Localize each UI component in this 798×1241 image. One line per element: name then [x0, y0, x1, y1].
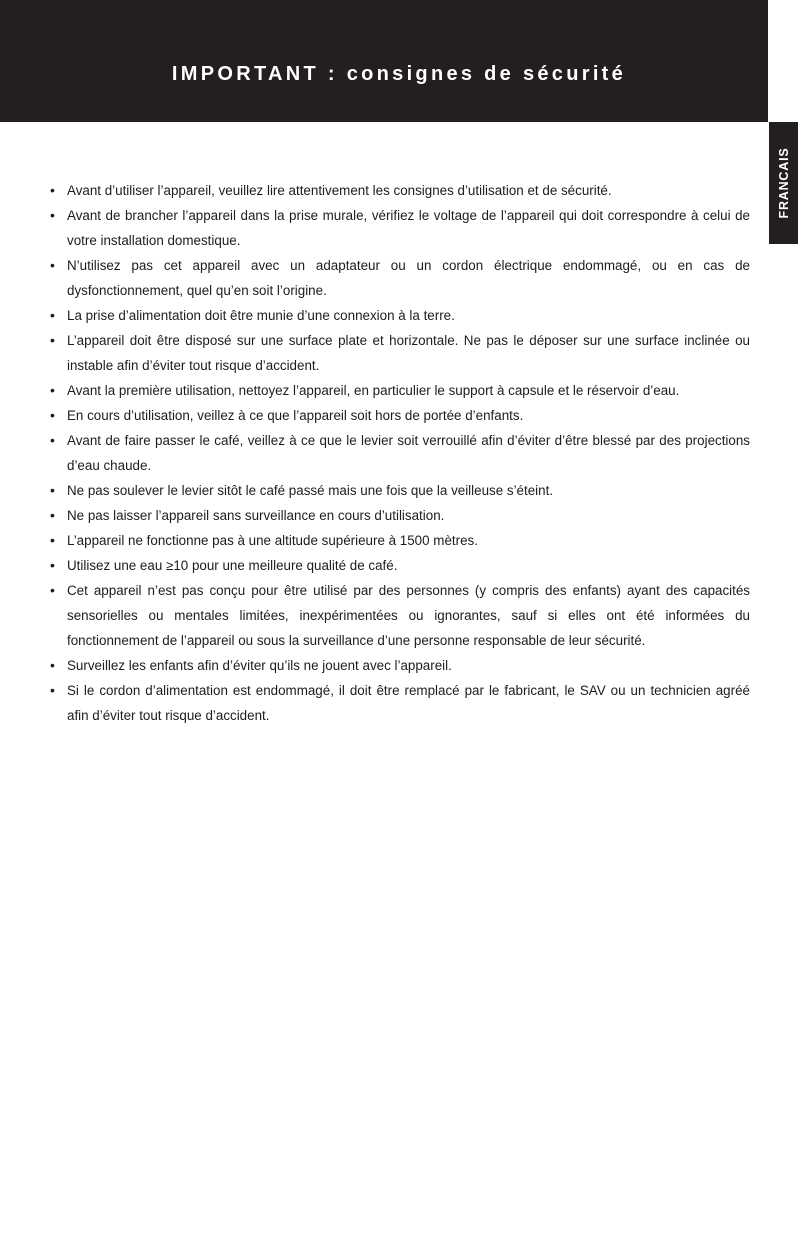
bullet-icon: • — [50, 207, 55, 223]
list-item — [48, 328, 750, 378]
bullet-icon: • — [50, 557, 55, 573]
list-item — [48, 178, 750, 203]
list-item-text: Avant de brancher l’appareil dans la prise murale, vérifiez le voltage de l’appareil qui doit correspondre à celui de votre installation domestique. — [67, 208, 750, 248]
bullet-icon: • — [50, 332, 55, 348]
list-item — [48, 478, 750, 503]
list-item — [48, 253, 750, 303]
list-item-text: Avant la première utilisation, nettoyez l’appareil, en particulier le support à capsule et le réservoir d’eau. — [67, 383, 680, 398]
list-item — [48, 378, 750, 403]
safety-instructions-list — [48, 178, 750, 728]
bullet-icon: • — [50, 382, 55, 398]
list-item — [48, 578, 750, 653]
language-tab-label: FRANCAIS — [776, 147, 791, 219]
bullet-icon: • — [50, 257, 55, 273]
list-item — [48, 503, 750, 528]
bullet-icon: • — [50, 307, 55, 323]
list-item — [48, 403, 750, 428]
list-item-text: L’appareil doit être disposé sur une surface plate et horizontale. Ne pas le déposer sur une surface inclinée ou instable afin d’éviter tout risque d’accident. — [67, 333, 750, 373]
bullet-icon: • — [50, 482, 55, 498]
list-item — [48, 553, 750, 578]
list-item — [48, 528, 750, 553]
bullet-icon: • — [50, 407, 55, 423]
bullet-icon: • — [50, 532, 55, 548]
bullet-icon: • — [50, 657, 55, 673]
list-item-text: La prise d’alimentation doit être munie d’une connexion à la terre. — [67, 308, 455, 323]
list-item — [48, 203, 750, 253]
list-item-text: Ne pas soulever le levier sitôt le café passé mais une fois que la veilleuse s’éteint. — [67, 483, 554, 498]
language-tab — [769, 122, 798, 244]
list-item-text: N’utilisez pas cet appareil avec un adaptateur ou un cordon électrique endommagé, ou en cas de dysfonctionnement, quel qu’en soit l’origine. — [67, 258, 750, 298]
list-item-text: En cours d’utilisation, veillez à ce que l’appareil soit hors de portée d’enfants. — [67, 408, 524, 423]
bullet-icon: • — [50, 182, 55, 198]
bullet-icon: • — [50, 507, 55, 523]
list-item-text: Ne pas laisser l’appareil sans surveillance en cours d’utilisation. — [67, 508, 445, 523]
list-item — [48, 653, 750, 678]
list-item-text: Surveillez les enfants afin d’éviter qu’ils ne jouent avec l’appareil. — [67, 658, 452, 673]
bullet-icon: • — [50, 432, 55, 448]
bullet-icon: • — [50, 582, 55, 598]
list-item-text: Si le cordon d’alimentation est endommagé, il doit être remplacé par le fabricant, le SAV ou un technicien agréé afin d’éviter tout risque d’accident. — [67, 683, 750, 723]
list-item-text: Utilisez une eau ≥10 pour une meilleure qualité de café. — [67, 558, 398, 573]
list-item — [48, 428, 750, 478]
list-item-text: L’appareil ne fonctionne pas à une altitude supérieure à 1500 mètres. — [67, 533, 478, 548]
list-item — [48, 303, 750, 328]
list-item-text: Avant d’utiliser l’appareil, veuillez lire attentivement les consignes d’utilisation et de sécurité. — [67, 183, 612, 198]
list-item-text: Cet appareil n’est pas conçu pour être utilisé par des personnes (y compris des enfants) ayant des capacités sensorielles ou mentales limitées, inexpérimentées ou ignorantes, sauf si elles ont été informées du fonctionnement de l’appareil ou sous la surveillance d’une personne responsable de leur sécurité. — [67, 583, 750, 648]
page-title: IMPORTANT : consignes de sécurité — [171, 63, 627, 85]
bullet-icon: • — [50, 682, 55, 698]
list-item — [48, 678, 750, 728]
list-item-text: Avant de faire passer le café, veillez à ce que le levier soit verrouillé afin d’éviter d’être blessé par des projections d’eau chaude. — [67, 433, 750, 473]
